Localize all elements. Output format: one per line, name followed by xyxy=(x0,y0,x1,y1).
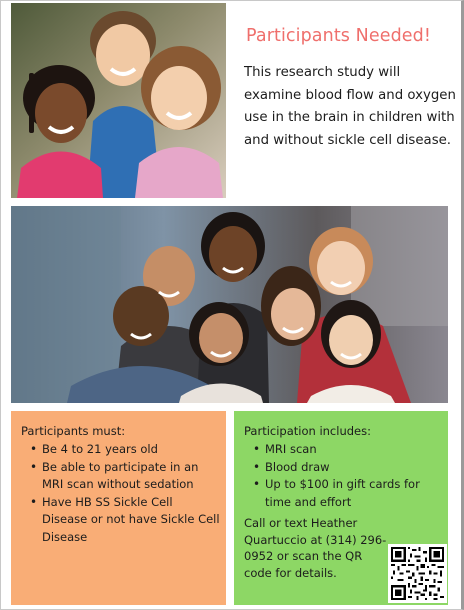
eligibility-title: Participants must: xyxy=(21,424,126,438)
includes-box xyxy=(234,411,448,605)
qr-code-icon xyxy=(391,547,444,600)
contact-info: Call or text Heather Quartuccio at (314) 296-0952 or scan the QR code for details. xyxy=(244,516,387,580)
list-item: • Up to $100 in gift cards for time and effort xyxy=(253,476,445,511)
page-headline: Participants Needed! xyxy=(246,26,431,46)
list-item: • Be 4 to 21 years old xyxy=(30,441,220,459)
list-item: • Have HB SS Sickle Cell Disease or not have Sickle Cell Disease xyxy=(30,494,220,547)
eligibility-list xyxy=(30,441,220,546)
list-item: • Be able to participate in an MRI scan without sedation xyxy=(30,459,220,494)
children-photo xyxy=(11,3,226,198)
list-item: • MRI scan xyxy=(253,441,445,459)
includes-title: Participation includes: xyxy=(244,424,371,438)
qr-code[interactable] xyxy=(388,544,447,603)
eligibility-box xyxy=(11,411,226,605)
list-item: • Blood draw xyxy=(253,459,445,477)
teenagers-group-photo xyxy=(11,206,448,403)
intro-paragraph: This research study will examine blood flow and oxygen use in the brain in children with and without sickle cell disease. xyxy=(244,65,456,148)
includes-list xyxy=(253,441,445,511)
